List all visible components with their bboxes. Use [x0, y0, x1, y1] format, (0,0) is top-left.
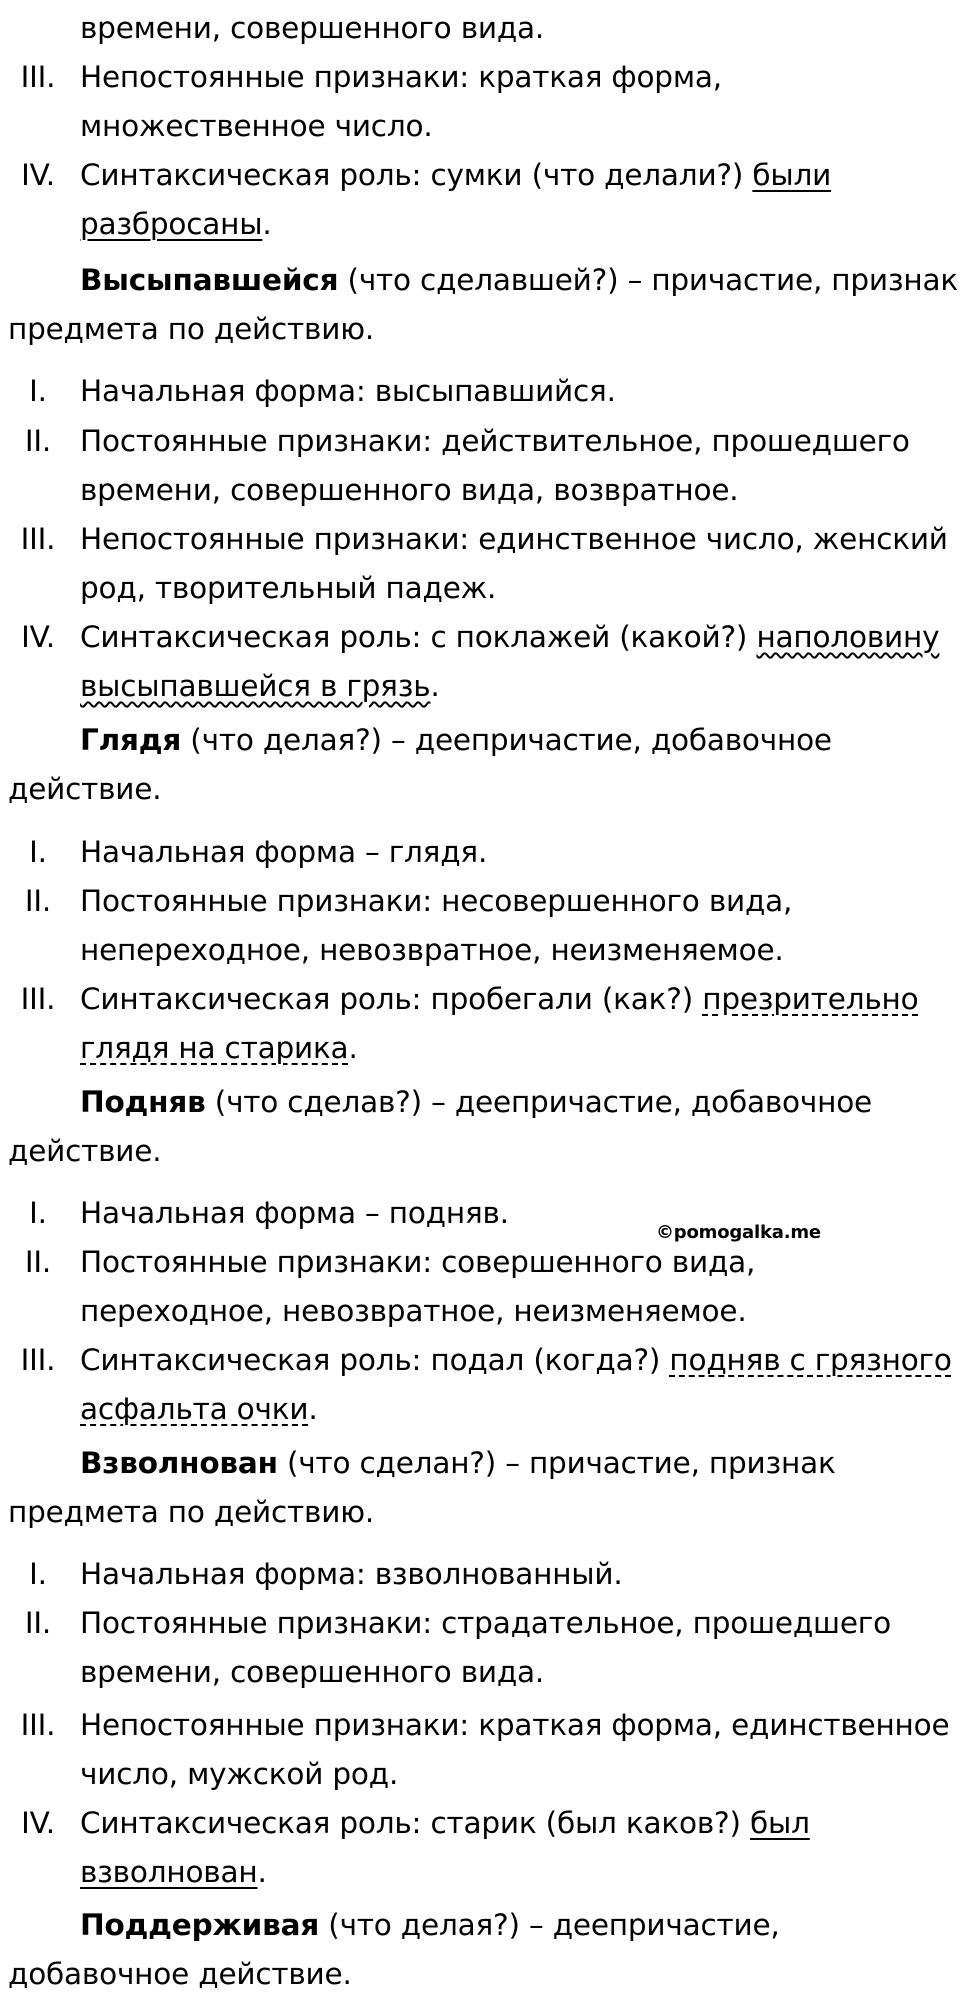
- text-line: времени, совершенного вида.: [80, 1655, 545, 1689]
- predicate-underlined: были: [752, 158, 832, 192]
- paragraph-heading: [80, 1084, 872, 1120]
- text-line: Непостоянные признаки: краткая форма,: [80, 60, 722, 94]
- paragraph-heading: [80, 1445, 836, 1481]
- list-numeral: III.: [20, 1708, 56, 1742]
- modifier-underlined: наполовину: [756, 620, 940, 654]
- text-fragment: Синтаксическая роль: с поклажей (какой?): [80, 620, 757, 654]
- text-line: [80, 1805, 810, 1841]
- text-fragment: Синтаксическая роль: старик (был каков?): [80, 1806, 750, 1840]
- term-bold: Высыпавшейся: [80, 263, 339, 297]
- text-line: Непостоянные признаки: краткая форма, единственное: [80, 1708, 950, 1742]
- text-fragment: .: [348, 1031, 358, 1065]
- watermark: ©pomogalka.me: [656, 1222, 821, 1243]
- text-line: Начальная форма: взволнованный.: [80, 1557, 623, 1591]
- list-numeral: I.: [29, 1196, 47, 1230]
- predicate-underlined: разбросаны: [80, 207, 263, 241]
- term-bold: Глядя: [80, 723, 182, 757]
- text-fragment: (что сделав?) – деепричастие, добавочное: [205, 1085, 872, 1119]
- text-fragment: (что сделан?) – причастие, признак: [277, 1446, 836, 1480]
- term-bold: Взволнован: [80, 1446, 278, 1480]
- text-line: непереходное, невозвратное, неизменяемое.: [80, 933, 784, 967]
- list-numeral: III.: [20, 60, 56, 94]
- term-bold: Подняв: [80, 1085, 206, 1119]
- text-line: Начальная форма – подняв.: [80, 1196, 509, 1230]
- list-numeral: IV.: [21, 620, 55, 654]
- text-fragment: .: [308, 1392, 318, 1426]
- text-line: предмета по действию.: [8, 1495, 375, 1529]
- text-line: Постоянные признаки: несовершенного вида,: [80, 884, 793, 918]
- text-line: [80, 1030, 358, 1066]
- text-line: [80, 981, 919, 1017]
- list-numeral: II.: [24, 1245, 52, 1279]
- text-fragment: Синтаксическая роль: подал (когда?): [80, 1343, 670, 1377]
- text-line: Постоянные признаки: совершенного вида,: [80, 1245, 756, 1279]
- text-fragment: (что делая?) – деепричастие, добавочное: [181, 723, 832, 757]
- text-fragment: Синтаксическая роль: пробегали (как?): [80, 982, 703, 1016]
- text-line: множественное число.: [80, 109, 433, 143]
- adverbial-underlined: презрительно: [702, 982, 919, 1016]
- list-numeral: IV.: [21, 158, 55, 192]
- paragraph-heading: [80, 262, 958, 298]
- predicate-underlined: взволнован: [80, 1855, 258, 1889]
- text-line: действие.: [8, 1134, 162, 1168]
- text-fragment: .: [430, 669, 440, 703]
- list-numeral: IV.: [21, 1806, 55, 1840]
- text-line: Начальная форма – глядя.: [80, 835, 488, 869]
- list-numeral: II.: [24, 884, 52, 918]
- text-line: предмета по действию.: [8, 312, 375, 346]
- text-fragment: Синтаксическая роль: сумки (что делали?): [80, 158, 753, 192]
- text-line: Постоянные признаки: действительное, прошедшего: [80, 424, 910, 458]
- text-line: [80, 157, 831, 193]
- list-numeral: I.: [29, 1557, 47, 1591]
- text-line: Постоянные признаки: страдательное, прошедшего: [80, 1606, 891, 1640]
- modifier-underlined: высыпавшейся в грязь: [80, 669, 431, 703]
- adverbial-underlined: асфальта очки: [80, 1392, 309, 1426]
- list-numeral: II.: [24, 424, 52, 458]
- paragraph-heading: [80, 722, 832, 758]
- text-fragment: (что делая?) – деепричастие,: [319, 1908, 780, 1942]
- text-line: Непостоянные признаки: единственное число, женский: [80, 522, 948, 556]
- text-line: число, мужской род.: [80, 1757, 399, 1791]
- text-line: [80, 206, 272, 242]
- list-numeral: II.: [24, 1606, 52, 1640]
- text-line: род, творительный падеж.: [80, 571, 497, 605]
- text-line: времени, совершенного вида, возвратное.: [80, 473, 739, 507]
- adverbial-underlined: глядя на старика: [80, 1031, 349, 1065]
- text-fragment: .: [262, 207, 272, 241]
- text-line: [80, 668, 440, 704]
- text-line: добавочное действие.: [8, 1957, 352, 1991]
- list-numeral: III.: [20, 522, 56, 556]
- text-line: [80, 1391, 318, 1427]
- text-line: [80, 1342, 952, 1378]
- text-line: действие.: [8, 772, 162, 806]
- text-line: [80, 1854, 267, 1890]
- list-numeral: I.: [29, 374, 47, 408]
- text-fragment: .: [257, 1855, 267, 1889]
- text-line: [80, 619, 939, 655]
- paragraph-heading: [80, 1907, 780, 1943]
- text-line: времени, совершенного вида.: [80, 11, 545, 45]
- list-numeral: I.: [29, 835, 47, 869]
- list-numeral: III.: [20, 982, 56, 1016]
- list-numeral: III.: [20, 1343, 56, 1377]
- predicate-underlined: был: [749, 1806, 810, 1840]
- adverbial-underlined: подняв с грязного: [669, 1343, 952, 1377]
- text-fragment: (что сделавшей?) – причастие, признак: [338, 263, 958, 297]
- term-bold: Поддерживая: [80, 1908, 320, 1942]
- text-line: Начальная форма: высыпавшийся.: [80, 374, 616, 408]
- text-line: переходное, невозвратное, неизменяемое.: [80, 1294, 747, 1328]
